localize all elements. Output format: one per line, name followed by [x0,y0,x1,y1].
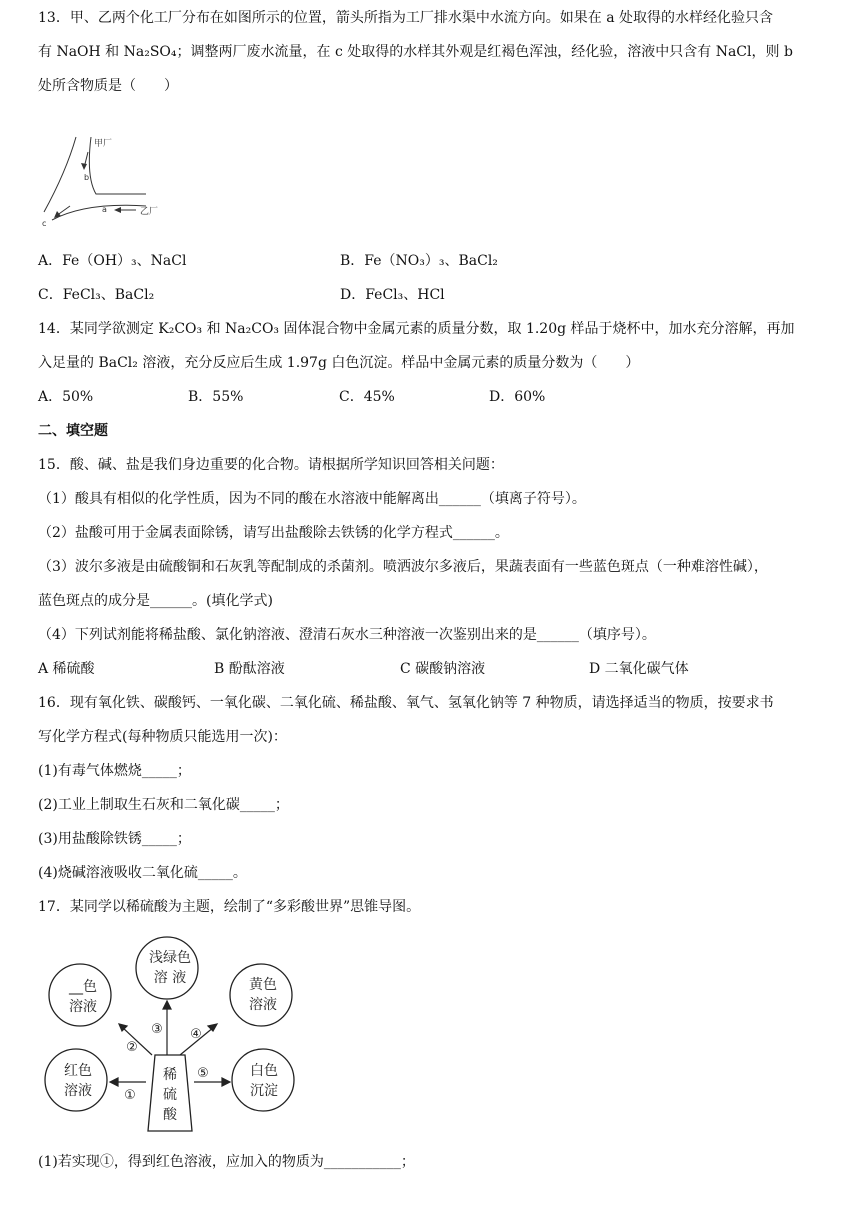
section-title: 二、填空题 [38,423,108,439]
arrow-label-2: ② [126,1040,138,1055]
circle-left-line-1: 红色 [64,1063,92,1079]
factory-yi-label: 乙厂 [140,207,159,217]
beaker-char-3: 酸 [163,1107,177,1123]
q14-option-b: B．55% [188,389,244,405]
q15-option-b: B 酚酞溶液 [214,661,285,677]
q17-line-1: 17．某同学以稀硫酸为主题，绘制了“多彩酸世界”思锥导图。 [38,899,421,915]
q16-line-1: 16．现有氧化铁、碳酸钙、一氧化碳、二氧化硫、稀盐酸、氧气、氢氧化钠等 7 种物质，请选择适当的物质，按要求书 [38,695,774,711]
q15-line-2: （1）酸具有相似的化学性质，因为不同的酸在水溶液中能解离出______（填离子符号）。 [38,491,586,507]
q17-sub-1: (1)若实现①，得到红色溶液，应加入的物质为___________； [38,1154,415,1170]
circle-left [45,1049,107,1111]
q15-option-d: D 二氧化碳气体 [589,661,689,677]
circle-top [136,937,198,999]
arrow-label-1: ① [124,1088,136,1103]
acid-mind-map [38,935,308,1135]
q16-line-5: (3)用盐酸除铁锈_____； [38,831,191,847]
circle-left-line-2: 溶液 [64,1083,92,1099]
circle-upper-left [49,964,111,1026]
q14-line-1: 14．某同学欲测定 K₂CO₃ 和 Na₂CO₃ 固体混合物中金属元素的质量分数，取 1.20g 样品于烧杯中，加水充分溶解，再加 [38,321,795,337]
q13-line-1: 13．甲、乙两个化工厂分布在如图所示的位置，箭头所指为工厂排水渠中水流方向。如果在 a 处取得的水样经化验只含 [38,10,774,26]
circle-upper-right-line-2: 溶液 [249,997,277,1013]
q13-option-d: D．FeCl₃、HCl [340,287,445,303]
q13-option-c: C．FeCl₃、BaCl₂ [38,287,155,303]
q14-option-a: A．50% [38,389,94,405]
arrow-label-3: ③ [151,1022,163,1037]
q15-line-1: 15．酸、碱、盐是我们身边重要的化合物。请根据所学知识回答相关问题： [38,457,504,473]
q15-line-4: （3）波尔多液是由硫酸铜和石灰乳等配制成的杀菌剂。喷洒波尔多液后，果蔬表面有一些蓝色斑点（一种难溶性碱）， [38,559,768,575]
q15-option-a: A 稀硫酸 [38,661,95,677]
circle-upper-right-line-1: 黄色 [249,977,277,993]
q13-line-3: 处所含物质是（ ） [38,78,178,94]
beaker-char-2: 硫 [163,1087,177,1103]
point-c-label: c [42,219,47,228]
circle-upper-left-line-2: 溶液 [69,999,97,1015]
factory-jia-label: 甲厂 [94,139,113,149]
q15-line-6: （4）下列试剂能将稀盐酸、氯化钠溶液、澄清石灰水三种溶液一次鉴别出来的是______（填序号）。 [38,627,656,643]
circle-right-line-2: 沉淀 [250,1083,278,1099]
point-a-label: a [102,205,107,214]
arrow-label-4: ④ [190,1027,202,1042]
q16-line-3: (1)有毒气体燃烧_____； [38,763,191,779]
beaker-char-1: 稀 [163,1067,177,1083]
point-b-label: b [84,173,90,182]
arrow-label-5: ⑤ [197,1066,209,1081]
q16-line-4: (2)工业上制取生石灰和二氧化碳_____； [38,797,289,813]
q15-line-5: 蓝色斑点的成分是______。(填化学式) [38,593,273,609]
q13-flow-figure [36,132,166,232]
q14-line-2: 入足量的 BaCl₂ 溶液，充分反应后生成 1.97g 白色沉淀。样品中金属元素的质量分数为（ ） [38,355,640,371]
q14-option-c: C．45% [339,389,395,405]
circle-upper-left-line-1: __色 [69,979,97,995]
circle-upper-right [230,964,292,1026]
q13-option-a: A．Fe（OH）₃、NaCl [38,253,187,269]
circle-right [232,1049,294,1111]
circle-right-line-1: 白色 [250,1063,278,1079]
q16-line-6: (4)烧碱溶液吸收二氧化硫_____。 [38,865,247,881]
q13-option-b: B．Fe（NO₃）₃、BaCl₂ [340,253,498,269]
q15-option-c: C 碳酸钠溶液 [400,661,486,677]
circle-top-line-2: 溶 液 [153,970,187,986]
circle-top-line-1: 浅绿色 [149,950,191,966]
q13-line-2: 有 NaOH 和 Na₂SO₄；调整两厂废水流量，在 c 处取得的水样其外观是红褐色浑浊，经化验，溶液中只含有 NaCl，则 b [38,44,793,60]
q16-line-2: 写化学方程式(每种物质只能选用一次)： [38,729,287,745]
q14-option-d: D．60% [489,389,546,405]
q15-line-3: （2）盐酸可用于金属表面除锈，请写出盐酸除去铁锈的化学方程式______。 [38,525,509,541]
